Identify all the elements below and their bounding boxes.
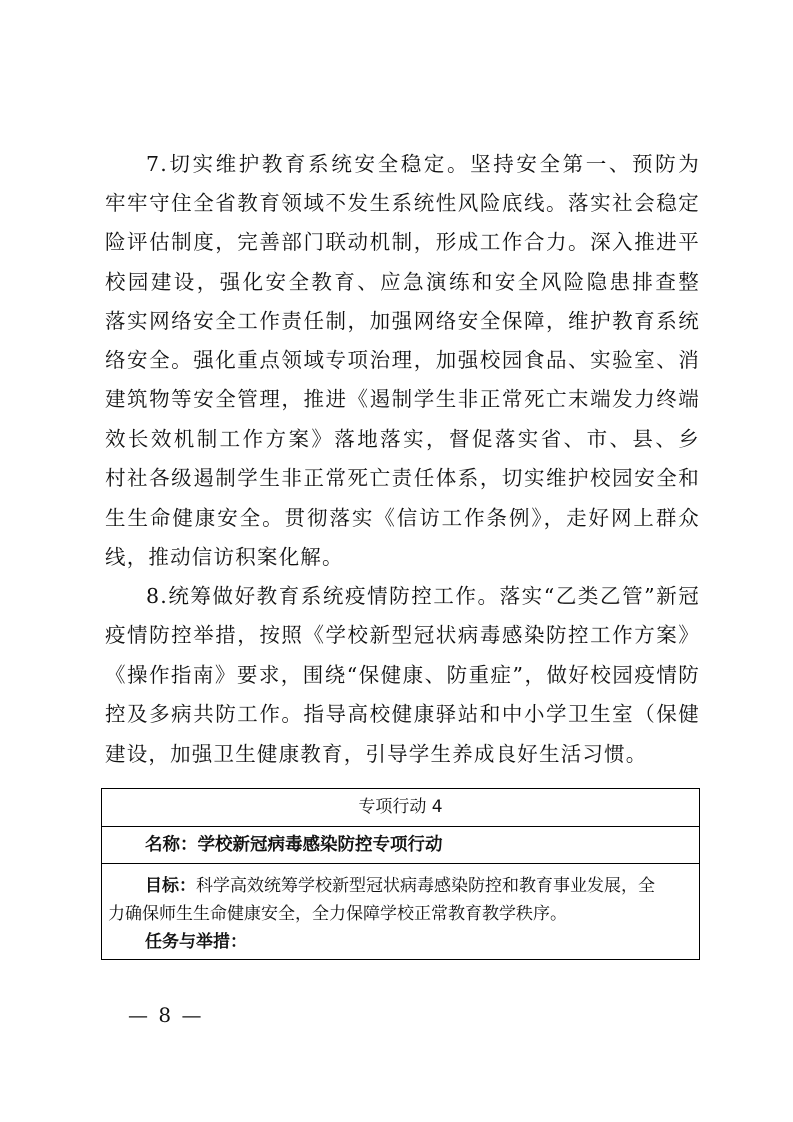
paragraph-line: 7.切实维护教育系统安全稳定。坚持安全第一、预防为 xyxy=(146,152,700,176)
paragraph-line: 效长效机制工作方案》落地落实，督促落实省、市、县、乡 xyxy=(105,427,700,451)
tasks-label: 任务与举措： xyxy=(145,932,247,952)
box-name-row xyxy=(102,827,699,864)
goal-line-2: 力确保师生生命健康安全，全力保障学校正常教育教学秩序。 xyxy=(108,904,567,924)
paragraph-line: 络安全。强化重点领域专项治理，加强校园食品、实验室、消 xyxy=(105,348,700,372)
special-action-box xyxy=(101,788,700,960)
paragraph-line: 牢牢守住全省教育领域不发生系统性风险底线。落实社会稳定 xyxy=(105,191,700,215)
paragraph-line: 生生命健康安全。贯彻落实《信访工作条例》，走好网上群众 xyxy=(105,506,700,530)
paragraph-line: 建筑物等安全管理，推进《遏制学生非正常死亡末端发力终端 xyxy=(105,387,700,411)
tasks-line xyxy=(145,930,247,954)
box-title: 专项行动 4 xyxy=(358,797,443,817)
paragraph-line: 村社各级遏制学生非正常死亡责任体系，切实维护校园安全和 xyxy=(105,466,700,490)
paragraph-line: 线，推动信访积案化解。 xyxy=(105,545,344,569)
goal-label: 目标： xyxy=(145,876,196,896)
paragraph-line: 控及多病共防工作。指导高校健康驿站和中小学卫生室（保健 xyxy=(105,702,700,726)
paragraph-line: 落实网络安全工作责任制，加强网络安全保障，维护教育系统 xyxy=(105,309,700,333)
paragraph-line: 建设，加强卫生健康教育，引导学生养成良好生活习惯。 xyxy=(105,742,648,766)
goal-text-1: 科学高效统筹学校新型冠状病毒感染防控和教育事业发展，全 xyxy=(196,876,655,896)
action-name: 名称：学校新冠病毒感染防控专项行动 xyxy=(145,835,443,855)
paragraph-line: 险评估制度，完善部门联动机制，形成工作合力。深入推进平 xyxy=(105,230,700,254)
page-number: — 8 — xyxy=(128,1003,204,1027)
goal-line-1 xyxy=(145,874,655,898)
box-title-row xyxy=(102,789,699,827)
paragraph-line: 《操作指南》要求，围绕“保健康、防重症”，做好校园疫情防 xyxy=(105,663,700,687)
paragraph-line: 8.统筹做好教育系统疫情防控工作。落实“乙类乙管”新冠 xyxy=(146,584,700,608)
paragraph-line: 疫情防控举措，按照《学校新型冠状病毒感染防控工作方案》 xyxy=(105,623,700,647)
paragraph-line: 校园建设，强化安全教育、应急演练和安全风险隐患排查整 xyxy=(105,270,700,294)
